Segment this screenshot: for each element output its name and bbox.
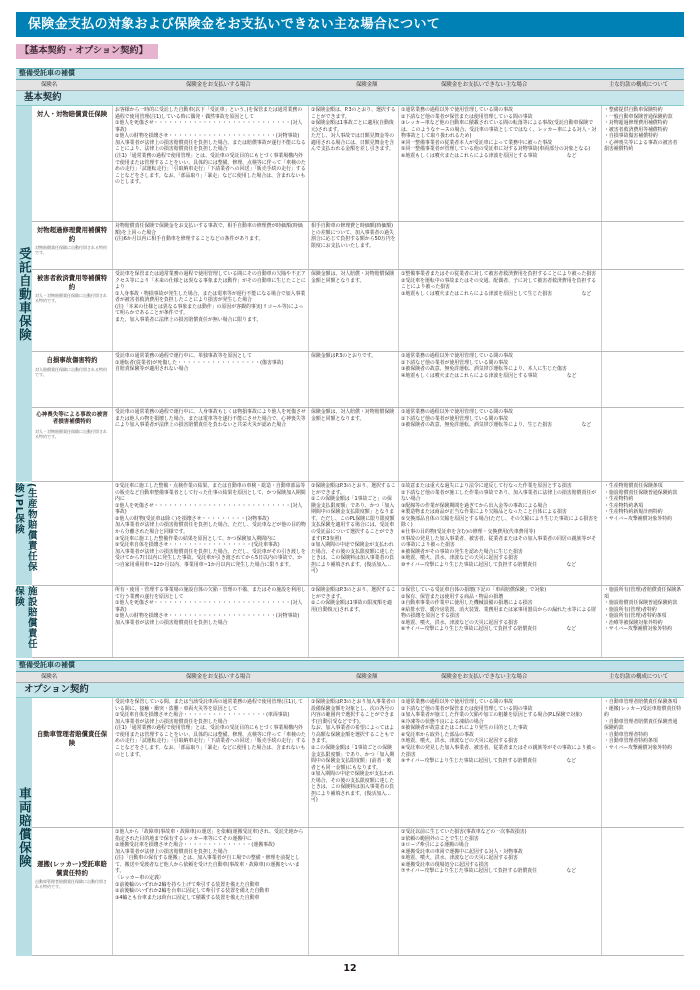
row-note: 対物賠償責任保険に自動付帯される特約です。 <box>35 245 107 256</box>
table-row <box>32 270 684 352</box>
table-row <box>32 828 684 956</box>
col-clauses: 主な約款の構成について <box>609 673 669 680</box>
row-note: 対人・対物賠償責任保険に自動付帯される特約です。 <box>35 428 107 439</box>
row-name: 運搬(レッカー)受託車賠償責任特約 <box>37 860 107 877</box>
amount-text: 保険金額はP.3のとおりです。 <box>311 353 377 359</box>
clause-text: ・生産物賠償責任保険条項 ・施設賠償責任保険普通保険約款 ・生産物特約 ・生産物特約条項 ・生産物特約新規計画特約 ・サイバー攻撃補償対象外特約 <box>604 483 678 522</box>
coverage-text: ①他人から「故障車(事故車・故障車)の運送」を依頼(運搬受託車)され、受託先地から指定された目的地まで保有するレッカー車等にてその運搬中に ②運搬受託車を損壊させた場合・・・・・・・・・・・・・・(運搬事故) 加入事業者が法律上の損害賠償責任を負担した場合 (注)「自動車の保有する運搬」とは、加入事業者が自工場での整備・修理を前提として、搬送や受渡者など他人から依頼を受けた自動車(事故車・故障車)の運搬をいいます。 〈レッカー車の定義〉 ①前後輪のいずれか2輪を持ち上げて牽引する装置を備えた自動車 ②前後輪のいずれか2輪を台車に固定して牽引する装置を備えた自動車 ③4輪とも台車または荷台に固定して積載する装置を備えた自動車 <box>115 829 304 901</box>
row-name: 心神喪失等による事故の被害者損害補償特約 <box>36 412 108 426</box>
amount-text: 保険金額は、対人賠償・対物賠償保険金額と同額となります。 <box>311 271 395 284</box>
amount-text: 保険金額は、対人賠償・対物賠償保険金額と同額となります。 <box>311 409 395 422</box>
side-label-auto: 受託自動車保険 <box>16 106 32 482</box>
section-option <box>16 660 684 956</box>
page-title: 保険金支払の対象および保険金をお支払いできない主な場合について <box>16 12 684 37</box>
amount-text: ①保険金額はP.3のとおり、選択することができます。 ②この保険金額は1事故の限度額を適用(自動復元)されます。 <box>311 587 396 613</box>
amount-text: ①保険金額はP.3のとおり加入事業者の設備保険金額を対象とし、次の各号の内容の範囲内で選択することができます(自動引受などです)。 なお、加入事業者の希望によってはより高額な保険金額を選択することもできます。 ②この保険金額は「1事故ごとの保険金支払限度額」であり、かつ「加入期間中の保険金支払限度額」(前者・後者とも同一金額)にもなります。 ③加入期間の中途で保険金が支払われた場合、その後の支払限度額に達したときは、この保険料は加入事業者の負担により補填されます。(復活加入…可) <box>311 699 396 804</box>
col-insurance-name: 保険名 <box>41 673 58 680</box>
page-number: 12 <box>343 963 357 974</box>
clause-text: ・施設所有(管理)者賠償責任保険条項 ・施設賠償責任保険普通保険約款 ・施設所有(管理)者特約 ・施設所有(管理)者特約条項 ・治療等被保険対象外特約 ・サイバー攻撃補償対象外特約 <box>604 587 682 633</box>
clause-text: ・自動車管理者賠償責任保険条項 ・運搬(レッカー)受託車賠償責任特約 ・自動車管理者賠償責任保険普通保険約款 ・自動車管理者特約 ・自動車管理者特約条項 ・サイバー攻撃補償対象外特約 <box>604 699 682 751</box>
row-note: 対人・対物賠償責任保険に自動付帯される特約です。 <box>35 293 107 304</box>
coverage-text: 受託車を保管している間、または当該受託車両の通常業務の過程で使用管理(注1)している間に、接触・衝突・盗難・車両火災等を原因として ①受託車自体を損壊させた場合・・・・・・・・・・・・・・・・・(車両事故) 加入事業者が法律上の損害賠償責任を負担した場合 (注1)「通常業務の過程で使用管理」とは、受託車の受託目的にもとづく事業場構内外で使用または管理することをいい、具体的には整備、修理、点検等に伴って「車検のための走行」「試運転走行」「引取納車走行」「下請業者への回送」「販売手続の走行」することなどをさします。なお、「部品取り」「暴走」などに使用した場合は、含まれないものとします。 <box>115 699 306 758</box>
col-exclusion: 保険金をお支払いできない主な場合 <box>441 81 528 88</box>
exclusion-text: ①整備事業者またはその従業者に対して被害者救済費用を負担することにより被った損害 ②受託車を運転中の事故またはその交通、配偶者、子に対して被害者救済費用を負担することにより被った損害 ③地震もしくは噴火またはこれらによる津波を原因として生じた損害 など <box>401 271 597 297</box>
side-label-pl: (生産物賠償責任保険)PL保険 <box>16 483 32 585</box>
coverage-text: 受託車の通常業務の過程で運行中に、単独事故等を原因として ①運転者(従業者)が死傷した・・・・・・・・・・・・・・・・・(傷害事故) 自賠責保険等が適用されない場合 <box>115 353 284 373</box>
table-row <box>32 698 684 828</box>
coverage-text: 対物賠償責任保険で保険金をお支払いする事故で、相手自動車の修理費が時価額(時価額)を上回った場合 (注)6か月以内に相手自動車を修理することなどの条件があります。 <box>115 223 303 243</box>
exclusion-text: ①通常業務の過程以外で使用管理している間の事故 ②下請など他の業者が保管または使用管理している間の事故 ③レッカー車など他の自動車に積載されている間の転落等による事故(受託自動車保険では、このようなケースの場合、受託車の事故としてではなく、レッカー車による対人・対物事故として取り扱われるため) ④同一整備事業者の従業者本人が受託車によって業務中に被った事故 ⑤同一整備事業者が管理している他の受託車に対する対物事故(車両部分の対象となる) ⑥地震もしくは噴火またはこれらによる津波を原因とする事故 など <box>401 107 597 159</box>
col-amount: 保険金額 <box>356 81 378 88</box>
exclusion-text: ①故意または重大な過失により法令に違反して行なった作業を原因とする損害 ②下請など他の業者が施工した作業の事故であり、加入事業者に法律上の損害賠償責任がない場合 ③配線等の作業が保険期間を過ぎてから出入金等の事故による場合 ④製造物または商品が正当な作業により欠陥品となったこと自体による損害 ⑤交換部品自体の欠陥を原因とする場合(ただし、その欠陥により生じた事故による損害を除く) ⑥仕事の目的物(受託車を含む)の修理・交換費用(代車費用等) ⑦事故の発見した加入事業者、被害者、従業者またはその加入事業者の同居の親族等がその事故により被った損害 ⑧被保険者がその事故の発生を認めた場合に生じた損害 ⑨地震、噴火、洪水、津波などの天災に起因する損害 ⑩サイバー攻撃により生じた事故に起因して負担する賠償責任 など <box>401 483 599 568</box>
row-note: 対人賠償責任保険に自動付帯される特約です。 <box>35 366 107 377</box>
group-heading: 基本契約 <box>16 91 684 106</box>
amount-text: ①保険金額はP.3のとおり、選択することができます。 ②この保険金額は「1事故ごと」の保険金支払限度額」であり、かつ「加入期間中の保険金支払限度額」となります。ただし、このPL保険に限り限度額支払保険を適用する場合には、受託車の受託品について選択することができます(P.3参照) ③加入期間の中途で保険金が支払われた場合、その後の支払限度額に達したときは、この保険料は加入事業者の負担により補填されます。(復活加入…可) <box>311 483 396 575</box>
row-name: 対物超過修理費用補償特約 <box>36 226 108 243</box>
col-coverage: 保険金をお支払いする場合 <box>186 81 251 88</box>
exclusion-text: ①保管している受託車自体の損壊(下記の「車両賠償保険」で対象) ②保有、保管または使用する商品・物品の損壊 ③自動車事業の作業中に使用した機械設備の損壊による損害 ④給排水管、暖冷房装置、消火装置、業務用または家事用器具からの漏れた水等による財物の損壊を原因とする損害 ⑤地震、噴火、洪水、津波などの天災に起因する損害 ⑥サイバー攻撃により生じた事故に起因して負担する賠償責任 など <box>401 587 597 633</box>
section-basic <box>13 68 684 658</box>
coverage-text: お客様から一時的に受託した自動車(以下「受託車」という。)を保管または通常業務の過程で使用管理(注1)している時に偶発・偶然事故を原因として ①他人を死傷させ・・・・・・・・・・・・・・・・・・・・・・・・・・・・(対人事故) ②他人の財物を損壊させ・・・・・・・・・・・・・・・・・・・・・・(対物事故) 加入事業者が法律上の損害賠償責任を負担した場合、または賠償事故が遂行不能になることにより、法律上の損害賠償責任を負担した場合 (注1)「通常業務の過程で使用管理」とは、受託車の受託目的にもとづく事業場構内外で使用または管理することをいい、具体的には整備、修理、点検等に伴って「車検のための走行」「試運転走行」「引取納車走行」「下請業者への回送」「販売手続の走行」することなどをさします。なお、「部品取り」「暴走」などに使用した場合は、含まれないものとします。 <box>115 107 306 186</box>
exclusion-text: ①受託以前に生じていた損害(事故車などの一次事故損害) ②依頼の範囲外のことで生じた損害 ③ロープ牽引による運搬の場合 ④運搬受託車の車両で運搬中に起因する対人・対物事故 ⑤地震、噴火、洪水、津波などの天災に起因する損害 ⑥運搬受託車の現場処分に起因する損害 ⑦サイバー攻撃により生じた事故に起因して負担する賠償責任 など <box>401 829 577 875</box>
group-heading: オプション契約 <box>16 683 684 698</box>
exclusion-text: ①通常業務の過程以外で使用管理している間の事故 ②下請など他の業者が使用管理している間の事故 ③被保険者の故意、無免許運転、酒気帯び運転等により、生じた損害 など <box>401 409 592 429</box>
amount-text: 相手自動車の修理費と時価額(時価額)との差額について、加入事業者の過失割合に応じて負担する額から50万円を限度にお支払いいたします。 <box>311 223 396 249</box>
row-name: 被害者救済費用等補償特約 <box>36 274 108 291</box>
side-label-vehicle: 車両賠償保険 <box>16 698 32 956</box>
row-name: 対人・対物賠償責任保険 <box>36 110 108 118</box>
col-clauses: 主な約款の構成について <box>609 81 669 88</box>
table-row <box>32 352 684 408</box>
col-insurance-name: 保険名 <box>41 81 58 88</box>
column-header <box>16 80 684 91</box>
col-amount: 保険金額 <box>356 673 378 680</box>
coverage-text: 所有・使用・管理する事業場の施設自体の欠陥・管理の不備、またはその施設を利用して行う業務の遂行を原因として ①他人を死傷させ・・・・・・・・・・・・・・・・・・・・・・・・・・・・(対人事故) ②他人の財物を損壊させ・・・・・・・・・・・・・・・・・・・・・・(対物事故) 加入事業者が法律上の損害賠償責任を負担した場合 <box>115 587 306 626</box>
row-name: 自動車管理者賠償責任保険 <box>36 730 108 747</box>
column-header <box>16 672 684 683</box>
table-row <box>32 222 684 270</box>
subtitle-badge: 【基本契約・オプション契約】 <box>16 44 158 59</box>
row-name: 自損事故傷害特約 <box>46 356 98 364</box>
amount-text: ①保険金額は、P.3のとおり、選択することができます。 ②保険金額は1事故ごとに適用(自動復元)されます。 ただし、対人事故では日額見舞金等の適用される場合には、日額見舞金を含んで支払われる金額を差し引きます。 <box>311 107 396 153</box>
exclusion-text: ①通常業務の過程以外で使用管理している間の事故 ②下請など他の業者が保管または使用管理している間の事故 ③加入事業者が施工した作業の欠陥や加工の粗雑を原因とする場合(P.L保険で対象) ④冷凍等の状態不良による凍結の場合 ⑤被保険者が故意またはこれにより発生の目的とした事故 ⑥受託車から取外した部品の事故 ⑦地震、噴火、洪水、津波などの天災に起因する損害 ⑧受託車の発見した加入事業者、被害者、従業者またはその親族等がその事故により被った損害 ⑨サイバー攻撃により生じた事故に起因して負担する賠償責任 など <box>401 699 597 765</box>
col-coverage: 保険金をお支払いする場合 <box>186 673 251 680</box>
section-heading: 整備受託車の補償 <box>16 660 684 672</box>
table-row <box>32 482 684 586</box>
coverage-text: 受託車を保管または通常業務の過程で使用管理している間にその自動車の欠陥や不正アクセス等により「本来の仕様とは異なる事象または動作」がその自動車に生じたことにより ①人身事故・物損事故が発生した場合、または電車等が遅行不能になる場合で加入事業者が被害者救済費用を負担したことにより損害が発生した場合 (注)「本来の仕様とは異なる事象または動作」の原因が客観的事実(リコール等)によって明らかであることが条件です。 また、加入事業者に法律上の損害賠償責任が無い場合に限ります。 <box>115 271 306 323</box>
col-exclusion: 保険金をお支払いできない主な場合 <box>441 673 528 680</box>
coverage-text: ①受託車に施工した整備・点検作業の結果、または自動車の車検・総造・自動車部品等の販売など自動車整備事業者として行った仕事の結果を原因として、かつ保険加入期間内に ①他人を死傷させ・・・・・・・・・・・・・・・・・・・・・・・・・・・・(対人事故) ②他人の財物(受託車は除く)を損壊させ・・・・・・・・・(対物事故) 加入事業者が法律上の損害賠償責任を負担した場合。ただし、受託車などが他の目的物から分離された場合と同様です。 ③受託車に施工した整備作業の結果を原因として、かつ保険加入期間内に ⑤受託車自体を損壊させ・・・・・・・・・・・・・・・・・(受託車事故) 加入事業者が法律上の損害賠償責任を負担した場合。ただし、受託車がその引き渡しを受けてから7日以内に発生した事故、受託車が引き渡されてから5日以内の事故で、かつ自家用乗用車~12か月以内、事業用車~1か月以内に発生した場合に限ります。 <box>115 483 306 568</box>
table-row <box>32 586 684 658</box>
table-row <box>32 408 684 482</box>
exclusion-text: ①通常業務の過程以外で使用管理している間の事故 ②下請など他の業者が使用管理している間の事故 ③被保険者の故意、無免許運転、酒気帯び運転等により、本人に生じた傷害 ④地震もしくは噴火またはこれらによる津波を原因とする事故 など <box>401 353 577 379</box>
side-label-facility: 施設賠償責任保険 <box>16 586 32 658</box>
table-row <box>32 106 684 222</box>
row-note: 自動車管理者賠償責任保険に自動付帯される特約です。 <box>35 879 107 890</box>
section-heading: 整備受託車の補償 <box>16 68 684 80</box>
clause-text: ・整備提供自動車保険特約 ・一般自動車保険普通保険約款 ・対物超過修理費用補償特約 ・被害者救済費用等補償特約 ・自損事故傷害補償特約 ・心神喪失等による事故の被害者損害補償特約 <box>604 107 678 153</box>
coverage-text: 受託車の通常業務の過程で運行中に、人身事故もしくは物損事故により他人を死傷させまたは他人の物を損壊した場合、または電車等を遂行不能にさせた場合で、心神喪失等により加入事業者が法律上の損害賠償責任を負わないと共栄火災が認めた場合 <box>115 409 306 429</box>
